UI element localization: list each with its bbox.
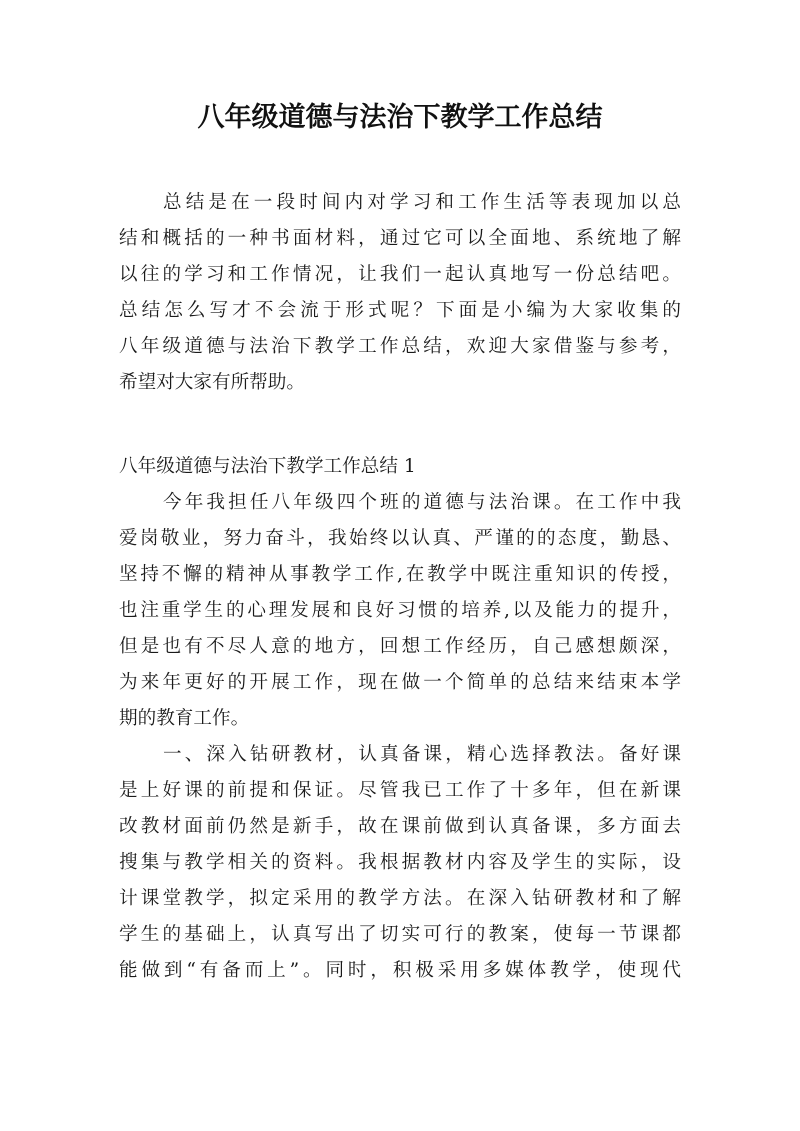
- intro-line: 结和概括的一种书面材料，通过它可以全面地、系统地了解: [119, 228, 681, 249]
- intro-line: 八年级道德与法治下教学工作总结，欢迎大家借鉴与参考，: [119, 336, 681, 357]
- paragraph-line: 一、深入钻研教材，认真备课，精心选择教法。备好课: [163, 744, 681, 765]
- paragraph-line: 能做到“有备而上”。同时，积极采用多媒体教学，使现代: [119, 960, 681, 981]
- paragraph-line: 爱岗敬业，努力奋斗，我始终以认真、严谨的的态度，勤恳、: [119, 528, 681, 549]
- document-title: 八年级道德与法治下教学工作总结: [197, 102, 603, 133]
- paragraph-line: 期的教育工作。: [119, 708, 250, 729]
- intro-line: 总结是在一段时间内对学习和工作生活等表现加以总: [163, 192, 681, 213]
- paragraph-line: 为来年更好的开展工作，现在做一个简单的总结来结束本学: [119, 672, 681, 693]
- paragraph-line: 是上好课的前提和保证。尽管我已工作了十多年，但在新课: [119, 780, 681, 801]
- paragraph-line: 改教材面前仍然是新手，故在课前做到认真备课，多方面去: [119, 816, 681, 837]
- paragraph-line: 坚持不懈的精神从事教学工作,在教学中既注重知识的传授，: [119, 564, 681, 585]
- paragraph-line: 计课堂教学，拟定采用的教学方法。在深入钻研教材和了解: [119, 888, 681, 909]
- paragraph-line: 今年我担任八年级四个班的道德与法治课。在工作中我: [163, 492, 681, 513]
- paragraph-line: 也注重学生的心理发展和良好习惯的培养,以及能力的提升，: [119, 600, 681, 621]
- paragraph-line: 学生的基础上，认真写出了切实可行的教案，使每一节课都: [119, 924, 681, 945]
- intro-line: 总结怎么写才不会流于形式呢？下面是小编为大家收集的: [119, 300, 681, 321]
- section-heading: 八年级道德与法治下教学工作总结 1: [119, 456, 416, 477]
- paragraph-line: 但是也有不尽人意的地方，回想工作经历，自己感想颇深，: [119, 636, 681, 657]
- paragraph-line: 搜集与教学相关的资料。我根据教材内容及学生的实际，设: [119, 852, 681, 873]
- intro-line: 希望对大家有所帮助。: [119, 372, 305, 393]
- intro-line: 以往的学习和工作情况，让我们一起认真地写一份总结吧。: [119, 264, 681, 285]
